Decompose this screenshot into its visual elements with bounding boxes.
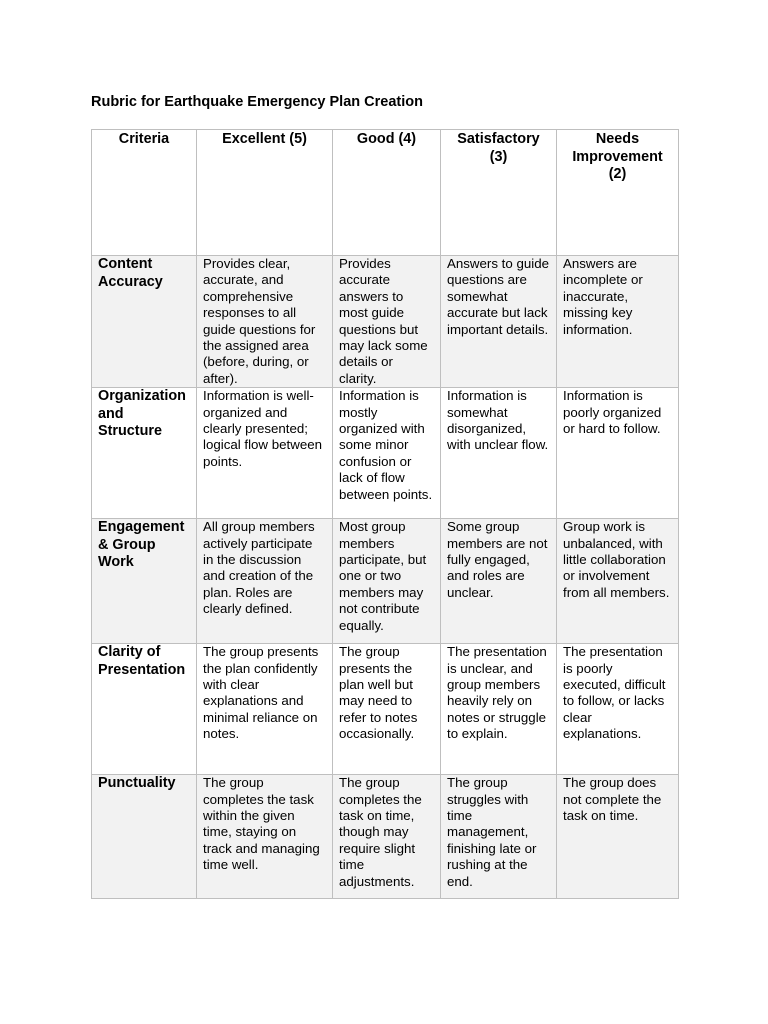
satisfactory-cell: Information is somewhat disorganized, with unclear flow. <box>441 388 557 519</box>
header-criteria: Criteria <box>92 130 197 256</box>
excellent-cell: All group members actively participate in the discussion and creation of the plan. Roles are clearly defined. <box>197 519 333 644</box>
criteria-cell: Engagement & Group Work <box>92 519 197 644</box>
satisfactory-cell: Some group members are not fully engaged, and roles are unclear. <box>441 519 557 644</box>
table-row <box>92 775 679 899</box>
good-cell: The group completes the task on time, though may require slight time adjustments. <box>333 775 441 899</box>
good-cell: Provides accurate answers to most guide questions but may lack some details or clarity. <box>333 256 441 388</box>
document-title: Rubric for Earthquake Emergency Plan Creation <box>91 94 423 110</box>
header-row <box>92 130 679 256</box>
excellent-cell: Information is well-organized and clearly presented; logical flow between points. <box>197 388 333 519</box>
criteria-cell: Punctuality <box>92 775 197 899</box>
needs-improvement-cell: The group does not complete the task on time. <box>557 775 679 899</box>
satisfactory-cell: Answers to guide questions are somewhat accurate but lack important details. <box>441 256 557 388</box>
table-body <box>92 256 679 899</box>
criteria-cell: Content Accuracy <box>92 256 197 388</box>
table-row <box>92 388 679 519</box>
satisfactory-cell: The group struggles with time management, finishing late or rushing at the end. <box>441 775 557 899</box>
good-cell: Information is mostly organized with some minor confusion or lack of flow between points. <box>333 388 441 519</box>
needs-improvement-cell: Group work is unbalanced, with little collaboration or involvement from all members. <box>557 519 679 644</box>
satisfactory-cell: The presentation is unclear, and group members heavily rely on notes or struggle to explain. <box>441 644 557 775</box>
header-needs-improvement: Needs Improvement (2) <box>557 130 679 256</box>
criteria-cell: Clarity of Presentation <box>92 644 197 775</box>
criteria-cell: Organization and Structure <box>92 388 197 519</box>
header-excellent: Excellent (5) <box>197 130 333 256</box>
header-satisfactory: Satisfactory (3) <box>441 130 557 256</box>
needs-improvement-cell: Answers are incomplete or inaccurate, missing key information. <box>557 256 679 388</box>
excellent-cell: The group completes the task within the given time, staying on track and managing time well. <box>197 775 333 899</box>
needs-improvement-cell: The presentation is poorly executed, difficult to follow, or lacks clear explanations. <box>557 644 679 775</box>
good-cell: Most group members participate, but one or two members may not contribute equally. <box>333 519 441 644</box>
table-row <box>92 519 679 644</box>
table-row <box>92 256 679 388</box>
table-header <box>92 130 679 256</box>
needs-improvement-cell: Information is poorly organized or hard to follow. <box>557 388 679 519</box>
table-row <box>92 644 679 775</box>
rubric-table <box>91 129 679 899</box>
header-good: Good (4) <box>333 130 441 256</box>
excellent-cell: Provides clear, accurate, and comprehensive responses to all guide questions for the assigned area (before, during, or after). <box>197 256 333 388</box>
good-cell: The group presents the plan well but may need to refer to notes occasionally. <box>333 644 441 775</box>
excellent-cell: The group presents the plan confidently with clear explanations and minimal reliance on notes. <box>197 644 333 775</box>
